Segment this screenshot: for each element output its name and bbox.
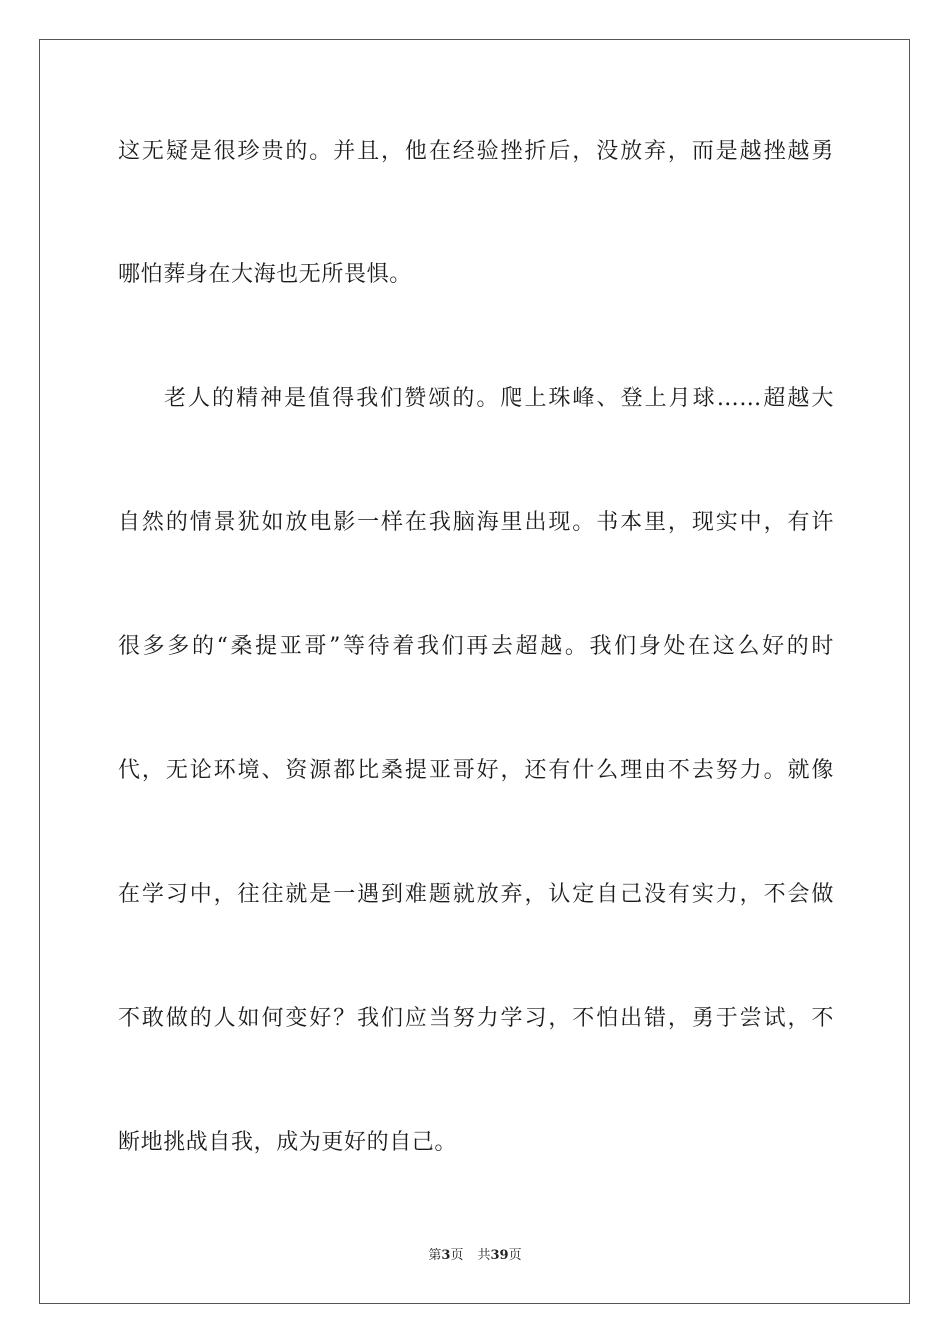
body-line-8: 不敢做的人如何变好？我们应当努力学习，不怕出错，勇于尝试，不 <box>118 1006 834 1031</box>
body-line-6: 代，无论环境、资源都比桑提亚哥好，还有什么理由不去努力。就像 <box>118 758 834 783</box>
page-prefix: 第 <box>428 1248 442 1263</box>
page-footer <box>0 1247 950 1265</box>
total-suffix: 页 <box>508 1248 522 1263</box>
body-line-2: 哪怕葬身在大海也无所畏惧。 <box>118 262 412 287</box>
page-frame <box>39 39 910 1304</box>
body-line-4: 自然的情景犹如放电影一样在我脑海里出现。书本里，现实中，有许 <box>118 510 834 535</box>
page-current: 3 <box>441 1248 451 1263</box>
body-line-1: 这无疑是很珍贵的。并且，他在经验挫折后，没放弃，而是越挫越勇 <box>118 139 834 164</box>
total-prefix: 共 <box>477 1248 491 1263</box>
body-line-7: 在学习中，往往就是一遇到难题就放弃，认定自己没有实力，不会做 <box>118 882 834 907</box>
body-line-3: 老人的精神是值得我们赞颂的。爬上珠峰、登上月球……超越大 <box>164 386 834 411</box>
page-total: 39 <box>490 1248 509 1263</box>
body-line-5: 很多多的“桑提亚哥”等待着我们再去超越。我们身处在这么好的时 <box>118 634 834 659</box>
body-line-9: 断地挑战自我，成为更好的自己。 <box>118 1130 458 1155</box>
page-suffix: 页 <box>450 1248 464 1263</box>
